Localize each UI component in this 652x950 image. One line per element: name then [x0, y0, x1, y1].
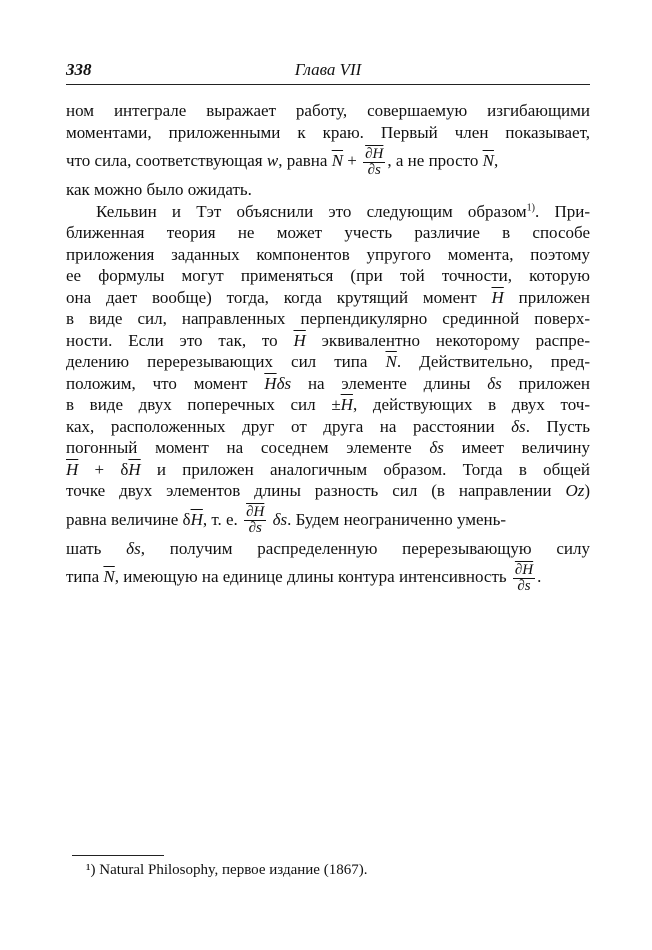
footnote-divider	[72, 855, 164, 856]
text-line: ном интеграле выражает работу, совершаемую изгибающими	[66, 101, 590, 120]
footnote	[86, 862, 367, 879]
text-line: как можно было ожидать.	[66, 180, 252, 199]
footnote-marker: ¹)	[86, 862, 96, 878]
text-line: ее формулы могут применяться (при той точности, которую	[66, 266, 590, 285]
text-line: приложения заданных компонентов упругого момента, поэтому	[66, 244, 590, 264]
text-line: положим, что момент $\overline{H}\delta s$ на элементе длины δs приложен	[66, 373, 590, 393]
text-line: в виде двух поперечных сил $\pm\overline{H}$, действующих в двух точ-	[66, 395, 591, 414]
text-line: в виде сил, направленных перпендикулярно срединной поверх-	[66, 309, 590, 328]
text-line: моментами, приложенными к краю. Первый член показывает,	[66, 122, 590, 142]
text-line: делению перерезывающих сил типа $\overline{N}$. Действительно, пред-	[66, 352, 591, 371]
text-line: шать δs, получим распределенную перерезывающую силу	[66, 538, 591, 558]
text-line: точке двух элементов длины разность сил (в направлении Oz)	[66, 481, 591, 500]
text-line: ках, расположенных друг от друга на расстоянии δs. Пусть	[66, 416, 590, 436]
running-header	[66, 58, 590, 85]
text-line-with-formula: типа $\overline{N}$, имеющую на единице длины контура интенсивность $\frac{\partial H}{\partial s}$ .	[66, 561, 542, 594]
footnote-text: Natural Philosophy, первое издание (1867).	[99, 862, 368, 878]
text-line-with-formula: равна величине $\delta\overline{H}$, т. е. $\frac{\partial H}{\partial s}$ δs. Будем неограниченно умень-	[66, 504, 507, 537]
body-text	[66, 100, 590, 595]
fraction-dH-ds: $\frac{\partial H}{\partial s}$	[365, 145, 384, 178]
footnote-ref: 1)	[526, 201, 536, 213]
text-line: $\overline{H} + \delta\overline{H}$ и приложен аналогичным образом. Тогда в общей	[66, 459, 590, 479]
text-line: ности. Если это так, то $\overline{H}$ эквивалентно некоторому распре-	[66, 330, 591, 350]
text-line: Кельвин и Тэт объяснили это следующим образом$^{1)}$. При-	[96, 201, 591, 221]
fraction-dH-ds: $\frac{\partial H}{\partial s}$	[246, 504, 265, 537]
text-line-with-formula: что сила, соответствующая w, равна $\overline{N}$ + $\frac{\partial H}{\partial s}$ , а не просто $\overline{N}$,	[66, 145, 499, 178]
text-line: она дает вообще) тогда, когда крутящий момент $\overline{H}$ приложен	[66, 287, 591, 307]
fraction-dH-ds: $\frac{\partial H}{\partial s}$	[514, 561, 534, 594]
text-line: погонный момент на соседнем элементе δs имеет величину	[66, 438, 590, 457]
chapter-title: Глава VII	[294, 60, 362, 79]
page-number: 338	[66, 60, 92, 79]
text-line: ближенная теория не может учесть различие в способе	[66, 223, 590, 242]
